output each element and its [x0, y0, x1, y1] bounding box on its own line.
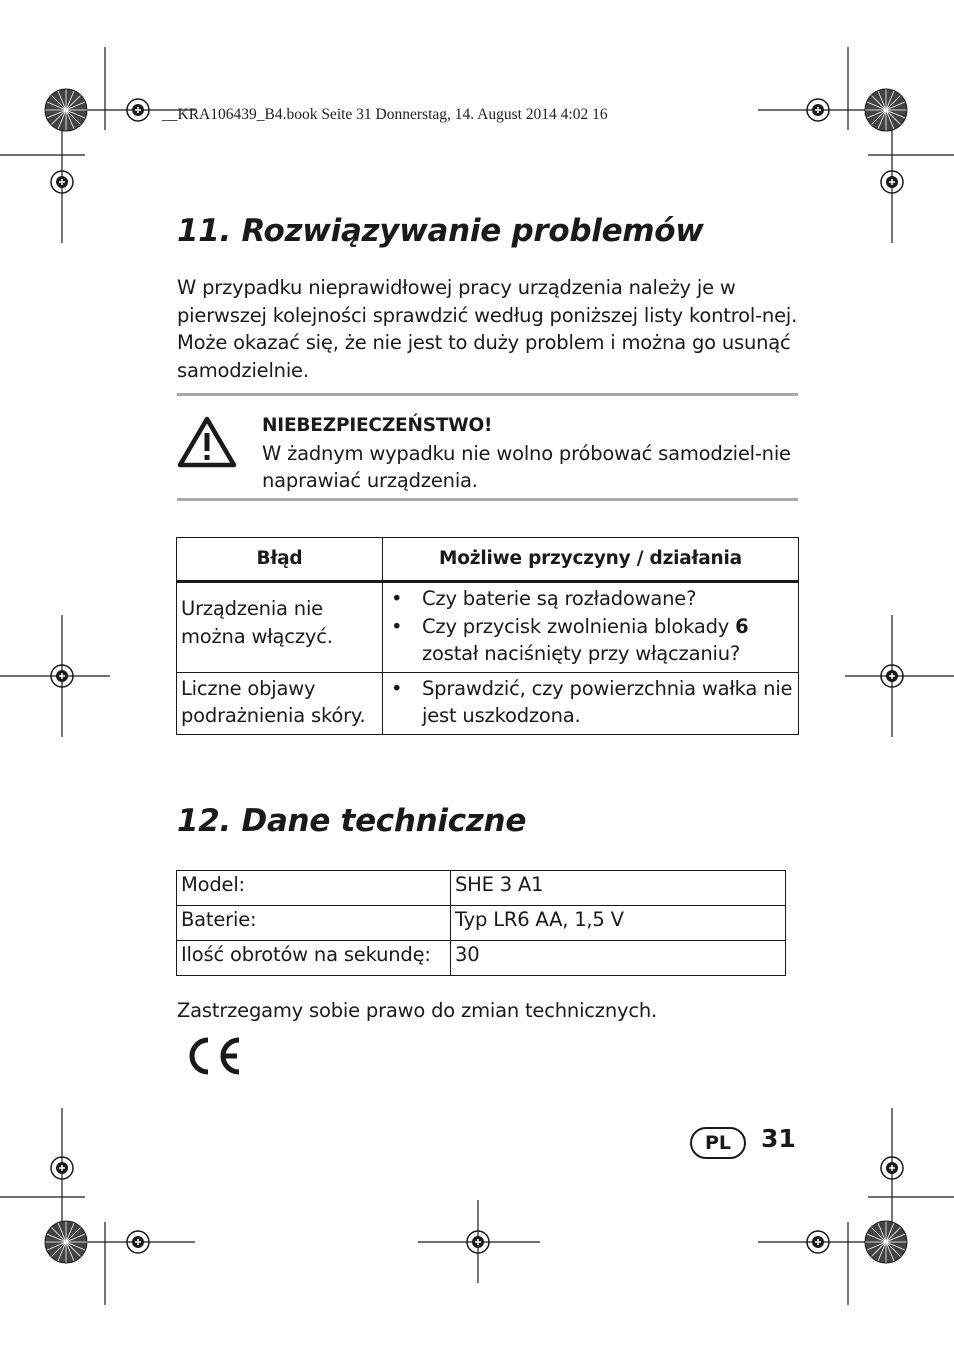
header-error: Błąd: [177, 538, 383, 582]
list-item: • Czy przycisk zwolnienia blokady 6 został naciśnięty przy włączaniu?: [387, 613, 794, 668]
table-header-row: [177, 538, 799, 582]
warning-title: NIEBEZPIECZEŃSTWO!: [262, 415, 493, 436]
spec-label: Baterie:: [177, 906, 451, 941]
ce-mark-icon: [180, 1035, 244, 1077]
list-item: • Sprawdzić, czy powierzchnia wałka nie jest uszkodzona.: [387, 675, 794, 730]
section-11-title: 11. Rozwiązywanie problemów: [177, 213, 704, 249]
file-info-header: __KRA106439_B4.book Seite 31 Donnerstag, 14. August 2014 4:02 16: [162, 106, 608, 123]
spec-value: Typ LR6 AA, 1,5 V: [451, 906, 786, 941]
reference-number: 6: [735, 614, 749, 638]
table-row: [177, 941, 786, 976]
table-row: [177, 672, 799, 734]
page-number: 31: [761, 1124, 796, 1153]
table-row: [177, 871, 786, 906]
error-cell: Liczne objawy podrażnienia skóry.: [177, 672, 383, 734]
warning-box: [177, 393, 798, 501]
technical-data-table: [176, 870, 786, 976]
warning-content: [262, 412, 802, 495]
spec-value: SHE 3 A1: [451, 871, 786, 906]
causes-list: [387, 675, 794, 730]
section-12-title: 12. Dane techniczne: [177, 803, 527, 839]
causes-cell: [383, 582, 799, 673]
list-item: • Czy baterie są rozładowane?: [387, 585, 794, 613]
warning-text: W żadnym wypadku nie wolno próbować samodziel-nie naprawiać urządzenia.: [262, 441, 791, 492]
causes-cell: [383, 672, 799, 734]
header-causes: Możliwe przyczyny / działania: [383, 538, 799, 582]
table-row: [177, 582, 799, 673]
error-cell: Urządzenia nie można włączyć.: [177, 582, 383, 673]
spec-value: 30: [451, 941, 786, 976]
section-11-intro: W przypadku nieprawidłowej pracy urządzenia należy je w pierwszej kolejności sprawdzić według poniższej listy kontrol-nej. Może okazać się, że nie jest to duży problem i można go usunąć samodzielnie.: [177, 276, 798, 382]
warning-triangle-icon: [177, 416, 237, 468]
language-badge: PL: [690, 1127, 746, 1159]
spec-label: Ilość obrotów na sekundę:: [177, 941, 451, 976]
technical-changes-note: Zastrzegamy sobie prawo do zmian technicznych.: [177, 999, 658, 1022]
table-row: [177, 906, 786, 941]
troubleshooting-table: [176, 537, 799, 735]
causes-list: [387, 585, 794, 668]
spec-label: Model:: [177, 871, 451, 906]
